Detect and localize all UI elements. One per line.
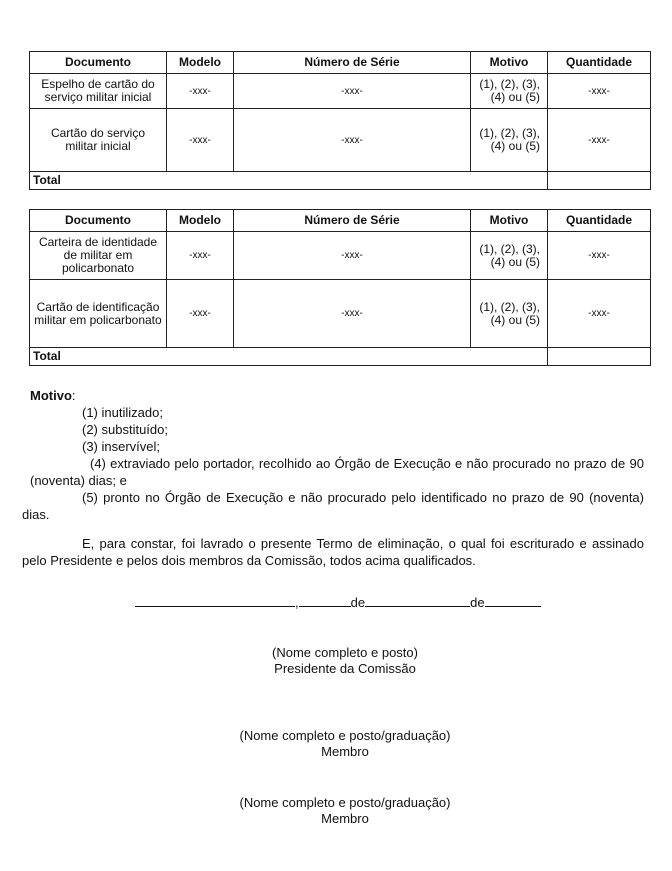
- total-label: Total: [30, 348, 548, 366]
- cell-quantidade: -xxx-: [548, 109, 651, 172]
- motivo-heading: Motivo: [30, 388, 72, 403]
- cell-documento: Espelho de cartão do serviço militar inicial: [30, 74, 167, 109]
- cell-numero-serie: -xxx-: [234, 232, 471, 280]
- cell-motivo: (1), (2), (3), (4) ou (5): [471, 280, 548, 348]
- month-blank: [365, 593, 470, 607]
- header-numero-serie: Número de Série: [234, 52, 471, 74]
- header-documento: Documento: [30, 52, 167, 74]
- date-line: [135, 593, 541, 611]
- signature-role: Presidente da Comissão: [274, 661, 416, 676]
- date-de-2: de: [470, 595, 485, 610]
- cell-documento: Cartão de identificação militar em policarbonato: [30, 280, 167, 348]
- total-row: [30, 172, 651, 190]
- header-quantidade: Quantidade: [548, 52, 651, 74]
- cell-quantidade: -xxx-: [548, 280, 651, 348]
- cell-numero-serie: -xxx-: [234, 280, 471, 348]
- table-header-row: [30, 52, 651, 74]
- cell-modelo: -xxx-: [167, 74, 234, 109]
- header-motivo: Motivo: [471, 210, 548, 232]
- termo-paragraph: E, para constar, foi lavrado o presente Termo de eliminação, o qual foi escriturado e assinado pelo Presidente e pelos dois membros da Comissão, todos acima qualificados.: [22, 536, 644, 568]
- cell-numero-serie: -xxx-: [234, 74, 471, 109]
- header-motivo: Motivo: [471, 52, 548, 74]
- table-row: [30, 74, 651, 109]
- table-header-row: [30, 210, 651, 232]
- cell-documento: Carteira de identidade de militar em policarbonato: [30, 232, 167, 280]
- signature-name: (Nome completo e posto): [272, 645, 418, 660]
- header-modelo: Modelo: [167, 210, 234, 232]
- table-carteira-identidade-militar: [29, 209, 651, 366]
- total-value: [548, 172, 651, 190]
- motivo-item: (2) substituído;: [82, 422, 168, 437]
- signature-name: (Nome completo e posto/graduação): [239, 728, 451, 743]
- header-modelo: Modelo: [167, 52, 234, 74]
- signature-membro-2: [0, 795, 672, 827]
- total-value: [548, 348, 651, 366]
- signature-membro-1: [0, 728, 672, 760]
- cell-quantidade: -xxx-: [548, 232, 651, 280]
- motivo-heading-line: Motivo:: [30, 388, 76, 403]
- year-blank: [485, 593, 541, 607]
- signature-name: (Nome completo e posto/graduação): [239, 795, 451, 810]
- motivo-item: (4) extraviado pelo portador, recolhido ao Órgão de Execução e não procurado no prazo de 90 (noventa) dias; e: [30, 456, 644, 488]
- place-blank: [135, 593, 295, 607]
- motivo-item: (5) pronto no Órgão de Execução e não procurado pelo identificado no prazo de 90 (noventa) dias.: [22, 490, 644, 522]
- cell-documento: Cartão do serviço militar inicial: [30, 109, 167, 172]
- signature-role: Membro: [321, 811, 369, 826]
- total-label: Total: [30, 172, 548, 190]
- cell-modelo: -xxx-: [167, 232, 234, 280]
- header-documento: Documento: [30, 210, 167, 232]
- signature-presidente: [0, 645, 672, 677]
- motivo-item: (3) inservível;: [82, 439, 161, 454]
- header-quantidade: Quantidade: [548, 210, 651, 232]
- cell-modelo: -xxx-: [167, 109, 234, 172]
- motivo-item: (1) inutilizado;: [82, 405, 163, 420]
- table-row: [30, 280, 651, 348]
- cell-modelo: -xxx-: [167, 280, 234, 348]
- cell-motivo: (1), (2), (3), (4) ou (5): [471, 74, 548, 109]
- signature-role: Membro: [321, 744, 369, 759]
- motivo-section: [22, 387, 644, 523]
- date-de-1: de: [350, 595, 366, 610]
- total-row: [30, 348, 651, 366]
- table-row: [30, 232, 651, 280]
- cell-numero-serie: -xxx-: [234, 109, 471, 172]
- cell-quantidade: -xxx-: [548, 74, 651, 109]
- date-comma: ,: [295, 595, 299, 610]
- table-cartao-servico-militar: [29, 51, 651, 190]
- day-blank: [299, 593, 351, 607]
- cell-motivo: (1), (2), (3), (4) ou (5): [471, 232, 548, 280]
- cell-motivo: (1), (2), (3), (4) ou (5): [471, 109, 548, 172]
- table-row: [30, 109, 651, 172]
- header-numero-serie: Número de Série: [234, 210, 471, 232]
